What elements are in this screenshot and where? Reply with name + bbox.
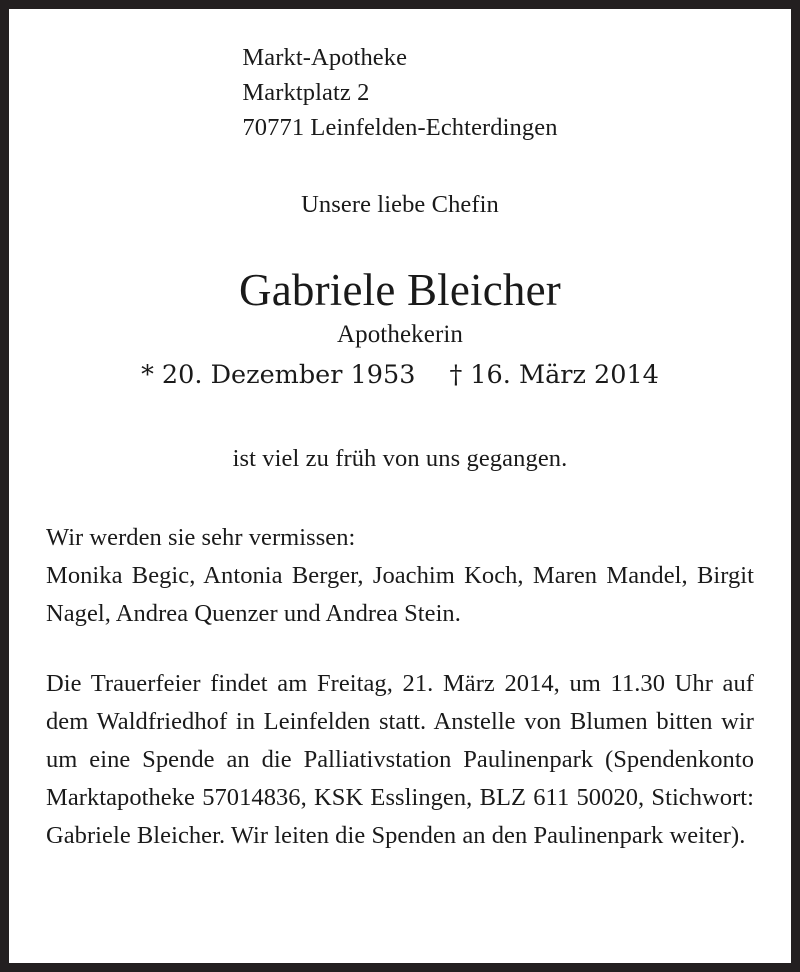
sender-block: [46, 41, 754, 145]
sender-city: 70771 Leinfelden-Echterdingen: [242, 113, 558, 141]
mourners-names: Monika Begic, Antonia Berger, Joachim Koch, Maren Mandel, Birgit Nagel, Andrea Quenzer und Andrea Stein.: [46, 561, 754, 627]
birth-date: * 20. Dezember 1953: [141, 359, 416, 390]
mourners-lead: Wir werden sie sehr vermissen:: [46, 523, 356, 551]
death-date: † 16. März 2014: [449, 359, 659, 390]
sender-name: Markt-Apotheke: [242, 44, 408, 71]
elegy-line: ist viel zu früh von uns gegangen.: [232, 444, 568, 472]
intro-line: Unsere liebe Chefin: [301, 191, 499, 219]
funeral-details: Die Trauerfeier findet am Freitag, 21. März 2014, um 11.30 Uhr auf dem Waldfriedhof in Leinfelden statt. Anstelle von Blumen bitten wir um eine Spende an die Palliativstation Paulinenpark (Spendenkonto Marktapotheke 57014836, KSK Esslingen, BLZ 611 50020, Stichwort: Gabriele Bleicher. Wir leiten die Spenden an den: [46, 669, 754, 850]
sender-street: Marktplatz 2: [242, 78, 370, 106]
notice-inner: [9, 9, 791, 963]
funeral-paragraph: [46, 665, 754, 855]
funeral-closing: Paulinenpark weiter).: [533, 822, 746, 850]
life-dates: [46, 360, 754, 390]
mourners-paragraph: [46, 519, 754, 633]
deceased-profession: Apothekerin: [336, 320, 464, 348]
deceased-name: Gabriele Bleicher: [239, 265, 561, 316]
sender-address: [242, 41, 557, 145]
